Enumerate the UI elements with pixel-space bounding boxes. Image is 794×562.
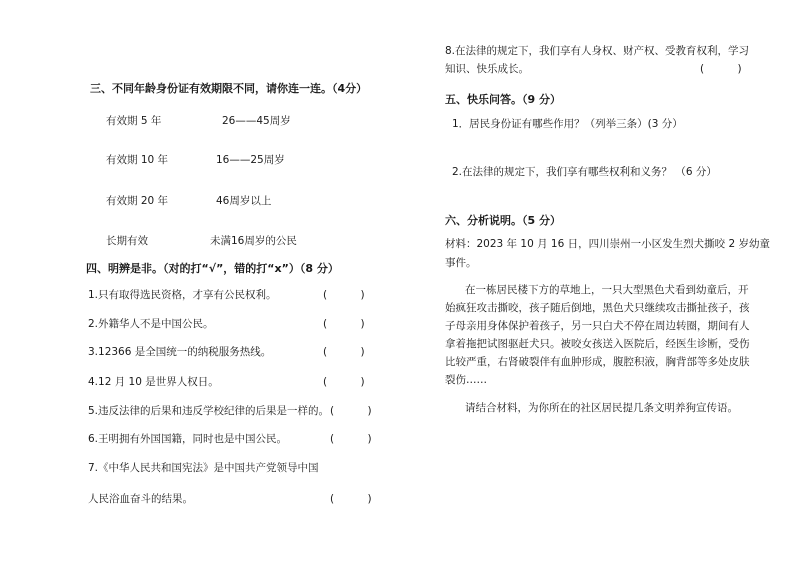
section5-heading: 五、快乐问答。（9 分） — [445, 93, 561, 106]
material-line-2: 事件。 — [445, 257, 477, 269]
section4-heading: 四、明辨是非。（对的打“√”，错的打“x”）（8 分） — [86, 262, 339, 275]
story-line-4: 拿着拖把试图驱赶犬只。被咬女孩送入医院后，经医生诊断，受伤 — [445, 338, 750, 350]
judge-item-7-line1: 7.《中华人民共和国宪法》是中国共产党领导中国 — [88, 462, 319, 474]
answer-paren-5[interactable]: ( ) — [330, 405, 372, 417]
answer-paren-4[interactable]: ( ) — [323, 376, 365, 388]
judge-item-4: 4.12 月 10 是世界人权日。 — [88, 376, 219, 388]
section3-heading: 三、不同年龄身份证有效期限不同，请你连一连。（4分） — [90, 82, 368, 95]
judge-item-7-line2: 人民浴血奋斗的结果。 — [88, 493, 193, 505]
story-line-3: 子母亲用身体保护着孩子，另一只白犬不停在周边转圈，期间有人 — [445, 320, 750, 332]
judge-item-8-line2: 知识、快乐成长。 — [445, 63, 529, 75]
answer-paren-1[interactable]: ( ) — [323, 289, 365, 301]
match-left-1: 有效期 5 年 — [106, 115, 162, 127]
match-right-3: 46周岁以上 — [216, 195, 272, 207]
story-line-1: 在一栋居民楼下方的草地上，一只大型黑色犬看到幼童后，开 — [465, 284, 749, 296]
answer-paren-6[interactable]: ( ) — [330, 433, 372, 445]
judge-item-1: 1.只有取得选民资格，才享有公民权利。 — [88, 289, 277, 301]
judge-item-8-line1: 8.在法律的规定下，我们享有人身权、财产权、受教育权利，学习 — [445, 45, 750, 57]
story-line-5: 比较严重，右肾破裂伴有血肿形成，腹腔积液，胸背部等多处皮肤 — [445, 356, 750, 368]
task-prompt: 请结合材料，为你所在的社区居民提几条文明养狗宣传语。 — [465, 402, 738, 414]
story-line-2: 始疯狂攻击撕咬，孩子随后倒地，黑色犬只继续攻击撕扯孩子，孩 — [445, 302, 750, 314]
match-right-1: 26——45周岁 — [222, 115, 291, 127]
judge-item-6: 6.王明拥有外国国籍，同时也是中国公民。 — [88, 433, 288, 445]
match-left-4: 长期有效 — [106, 235, 148, 247]
match-right-2: 16——25周岁 — [216, 154, 285, 166]
question-1: 1．居民身份证有哪些作用？（列举三条）(3 分） — [452, 118, 683, 130]
question-2: 2.在法律的规定下，我们享有哪些权利和义务？ （6 分） — [452, 166, 717, 178]
answer-paren-7[interactable]: ( ) — [330, 493, 372, 505]
judge-item-3: 3.12366 是全国统一的纳税服务热线。 — [88, 346, 272, 358]
story-line-6: 裂伤…… — [445, 374, 487, 386]
judge-item-2: 2.外籍华人不是中国公民。 — [88, 318, 214, 330]
match-left-2: 有效期 10 年 — [106, 154, 169, 166]
material-line-1: 材料：2023 年 10 月 16 日，四川崇州一小区发生烈犬撕咬 2 岁幼童 — [445, 238, 770, 250]
match-right-4: 未满16周岁的公民 — [210, 235, 297, 247]
answer-paren-3[interactable]: ( ) — [323, 346, 365, 358]
answer-paren-8[interactable]: ( ) — [700, 63, 742, 75]
section6-heading: 六、分析说明。（5 分） — [445, 214, 561, 227]
match-left-3: 有效期 20 年 — [106, 195, 169, 207]
answer-paren-2[interactable]: ( ) — [323, 318, 365, 330]
judge-item-5: 5.违反法律的后果和违反学校纪律的后果是一样的。 — [88, 405, 330, 417]
